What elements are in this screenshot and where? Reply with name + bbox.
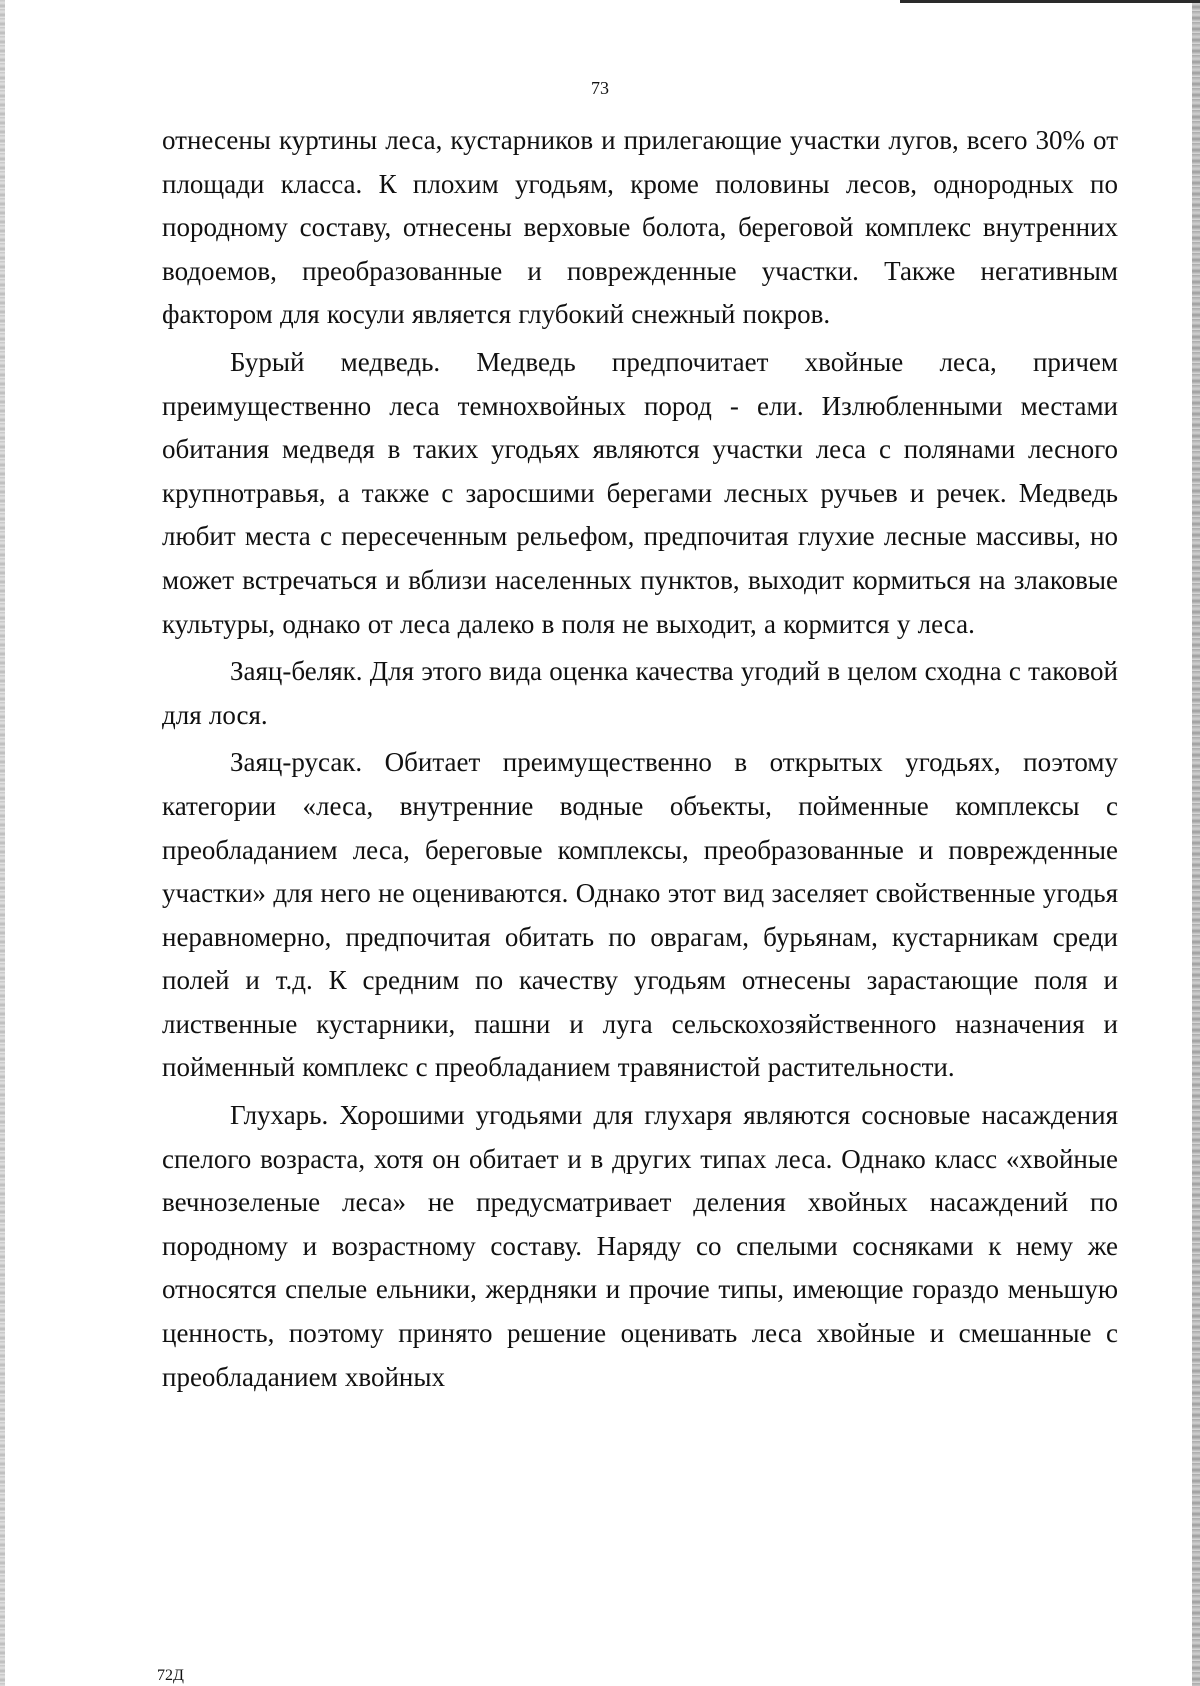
paragraph-brown-bear: Бурый медведь. Медведь предпочитает хвойные леса, причем преимущественно леса темнохвойных пород - ели. Излюбленными местами обитания медведя в таких угодьях являются участки леса с полянами лесного крупнотравья, а также с заросшими берегами лесных ручьев и речек. Медведь любит места с пересеченным рельефом, предпочитая глухие лесные массивы, но может встречаться и вблизи населенных пунктов, выходит кормиться на злаковые культуры, однако от леса далеко в поля не выходит, а кормится у леса.	[162, 346, 1118, 639]
footer-code: 72Д	[157, 1667, 184, 1684]
document-body	[162, 119, 1118, 1403]
page-number: 73	[591, 78, 609, 98]
scan-top-line	[900, 0, 1200, 3]
paragraph-mountain-hare: Заяц-беляк. Для этого вида оценка качества угодий в целом сходна с таковой для лося.	[162, 656, 1118, 730]
scan-edge-left	[0, 0, 5, 1686]
scan-edge-right	[1192, 0, 1200, 1686]
paragraph-continuation: отнесены куртины леса, кустарников и прилегающие участки лугов, всего 30% от площади класса. К плохим угодьям, кроме половины лесов, однородных по породному составу, отнесены верховые болота, береговой комплекс внутренних водоемов, преобразованные и поврежденные участки. Также негативным фактором для косули является глубокий снежный покров.	[162, 125, 1118, 330]
paragraph-european-hare: Заяц-русак. Обитает преимущественно в открытых угодьях, поэтому категории «леса, внутренние водные объекты, пойменные комплексы с преобладанием леса, береговые комплексы, преобразованные и поврежденные участки» для него не оцениваются. Однако этот вид заселяет свойственные угодья неравномерно, предпочитая обитать по оврагам, бурьянам, кустарникам среди полей и т.д. К средним по качеству угодьям отнесены зарастающие поля и лиственные кустарники, пашни и луга сельскохозяйственного назначения и пойменный комплекс с преобладанием травянистой растительности.	[162, 747, 1118, 1083]
paragraph-capercaillie: Глухарь. Хорошими угодьями для глухаря являются сосновые насаждения спелого возраста, хотя он обитает и в других типах леса. Однако класс «хвойные вечнозеленые леса» не предусматривает деления хвойных насаждений по породному и возрастному составу. Наряду со спелыми сосняками к нему же относятся спелые ельники, жердняки и прочие типы, имеющие гораздо меньшую ценность, поэтому принято решение оценивать леса хвойные и смешанные с преобладанием хвойных	[162, 1100, 1118, 1392]
